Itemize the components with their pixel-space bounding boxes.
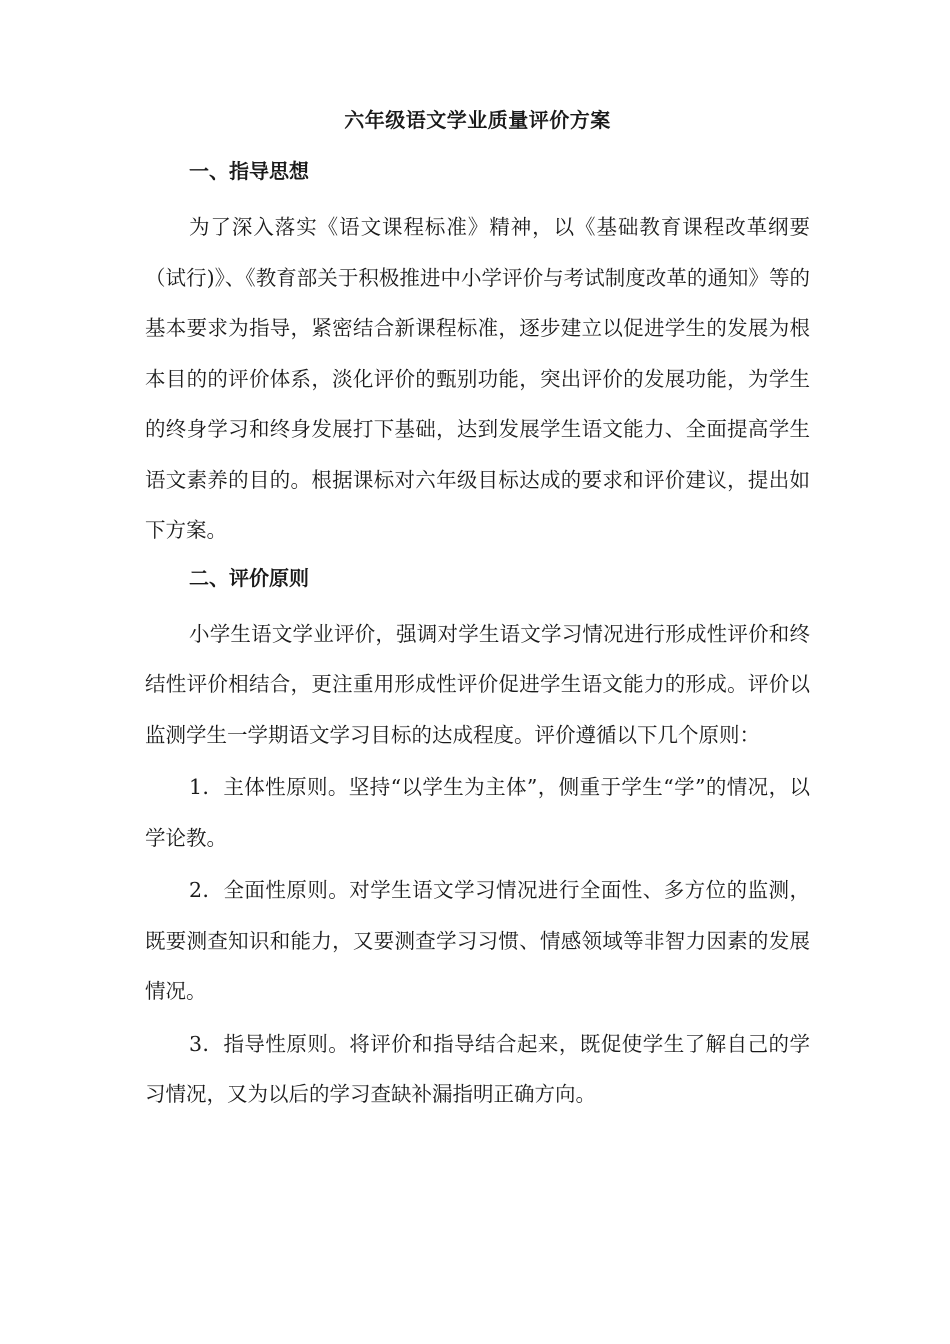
principle-item-subjectivity: 1．主体性原则。坚持“以学生为主体”，侧重于学生“学”的情况，以学论教。	[145, 775, 810, 850]
evaluation-principles-intro: 小学生语文学业评价，强调对学生语文学习情况进行形成性评价和终结性评价相结合，更注重用形成性评价促进学生语文能力的形成。评价以监测学生一学期语文学习目标的达成程度。评价遵循以下几个原则：	[145, 621, 810, 747]
principle-item-comprehensiveness: 2．全面性原则。对学生语文学习情况进行全面性、多方位的监测，既要测查知识和能力，又要测查学习习惯、情感领域等非智力因素的发展情况。	[145, 878, 810, 1003]
document-title: 六年级语文学业质量评价方案	[344, 108, 611, 132]
guiding-ideology-paragraph: 为了深入落实《语文课程标准》精神，以《基础教育课程改革纲要（试行)》、《教育部关于积极推进中小学评价与考试制度改革的通知》等的基本要求为指导，紧密结合新课程标准，逐步建立以促进学生的发展为根本目的的评价体系，淡化评价的甄别功能，突出评价的发展功能，为学生的终身学习和终身发展打下基础，达到发展学生语文能力、全面提高学生语文素养的目的。根据课标对六年级目标达成的要求和评价建议，提出如下方案。	[145, 215, 810, 542]
document-body	[145, 100, 810, 1122]
section-heading-guiding-ideology: 一、指导思想	[189, 159, 309, 183]
section-heading-evaluation-principles: 二、评价原则	[189, 565, 309, 590]
principle-item-guidance: 3．指导性原则。将评价和指导结合起来，既促使学生了解自己的学习情况，又为以后的学习查缺补漏指明正确方向。	[145, 1031, 810, 1106]
